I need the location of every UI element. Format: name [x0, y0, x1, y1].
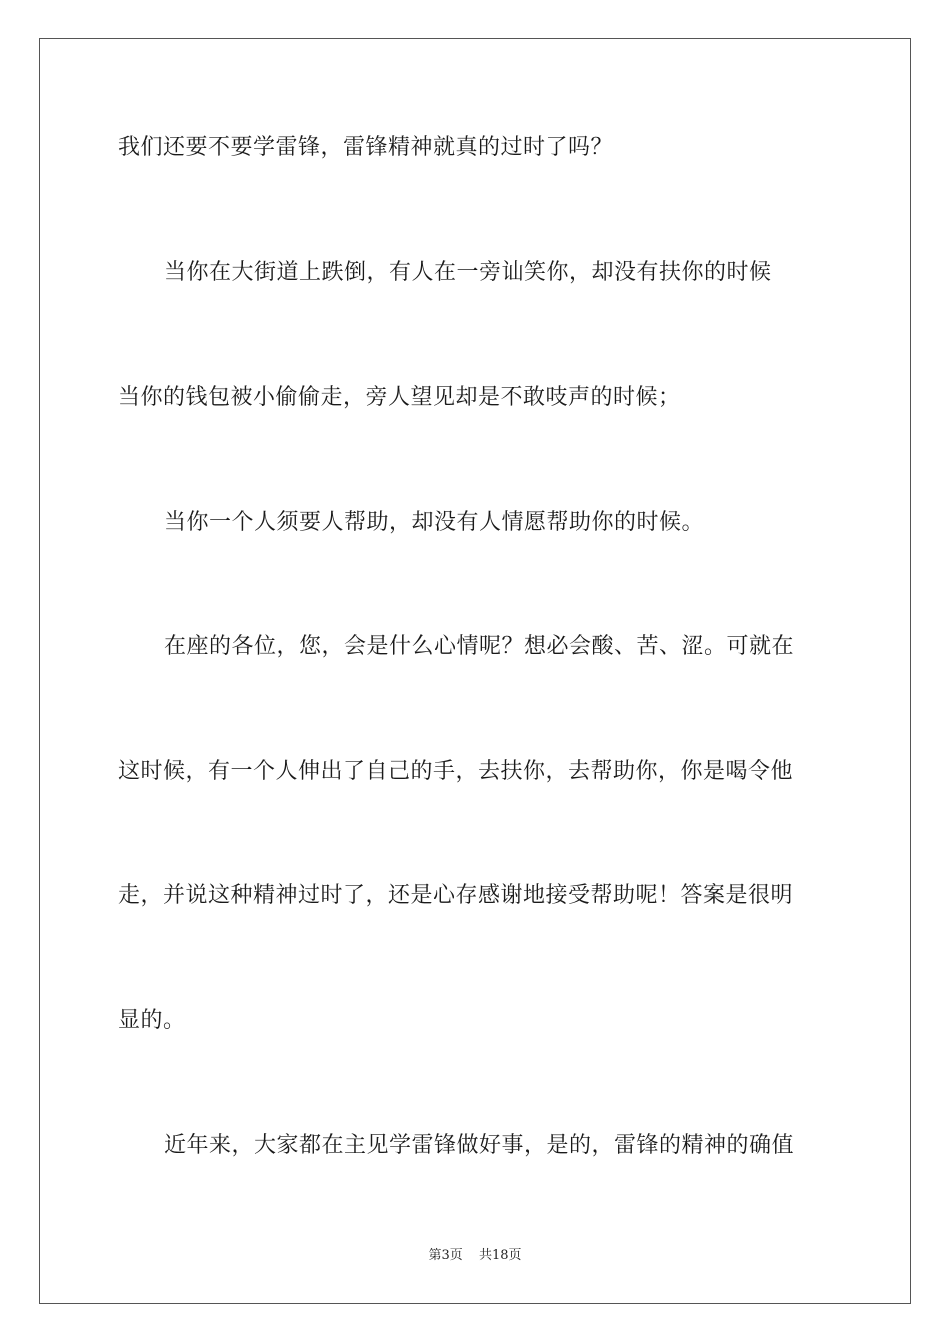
text-line-2: 当你在大街道上跌倒，有人在一旁讪笑你，却没有扶你的时候 [164, 260, 772, 285]
text-line-5: 在座的各位，您，会是什么心情呢？想必会酸、苦、涩。可就在 [164, 634, 795, 659]
text-line-6: 这时候，有一个人伸出了自己的手，去扶你，去帮助你，你是喝令他 [118, 759, 794, 784]
page-number-current: 第3页 [428, 1248, 463, 1263]
page-frame [39, 38, 911, 1304]
text-line-8: 显的。 [118, 1008, 186, 1033]
text-line-7: 走，并说这种精神过时了，还是心存感谢地接受帮助呢！答案是很明 [118, 883, 794, 908]
page-number-total: 共18页 [478, 1248, 522, 1263]
text-line-9: 近年来，大家都在主见学雷锋做好事，是的，雷锋的精神的确值 [164, 1133, 795, 1158]
text-line-3: 当你的钱包被小偷偷走，旁人望见却是不敢吱声的时候； [118, 385, 681, 410]
page-footer [0, 1247, 950, 1265]
text-line-1: 我们还要不要学雷锋，雷锋精神就真的过时了吗？ [118, 135, 614, 160]
text-line-4: 当你一个人须要人帮助，却没有人情愿帮助你的时候。 [164, 510, 705, 535]
